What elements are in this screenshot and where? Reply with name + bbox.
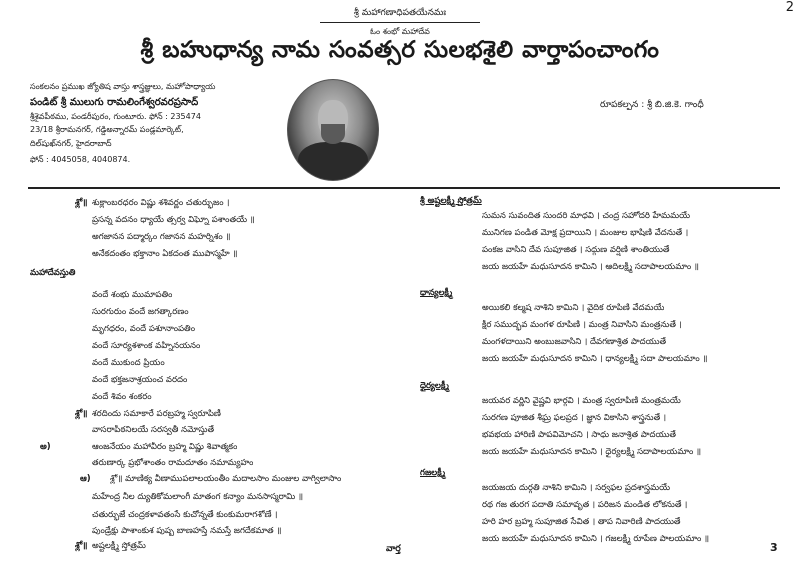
stotram-verse-line: భవభయ హారిణి పాపవిమోచని । సాధు జనాశ్రిత పాదయుతే <box>482 430 677 440</box>
compiler-line-4: 23/18 శ్రీరామనగర్, గడ్డిఅన్నారమ్ పండ్లమార్కెట్, <box>30 125 184 134</box>
om-text: ఓం శంభో మహాదేవ <box>370 27 430 36</box>
stotram-verse-line: మంగళదాయిని అంబుజవాసిని । దేవగణాశ్రిత పాదయుతే <box>482 337 667 347</box>
compiler-line-6: ఫోన్ : 4045058, 4040874. <box>30 155 131 164</box>
stotram-verse-line: సుమన సువందిత సుందరి మాధవి । చంద్ర సహోదరి హేమమయే <box>482 211 691 221</box>
left-verse-line: వాసరాపీఠనిలయే సరస్వతీ నమోస్తుతే <box>92 425 215 435</box>
section-divider <box>28 187 780 189</box>
page-number: 3 <box>770 541 778 554</box>
footer-mark: వార్త <box>386 544 401 554</box>
stotram-verse-line: పంకజ వాసిని దేవ సుపూజిత । సద్గుణ వర్షిణి శాంతియుతే <box>482 245 670 255</box>
left-verse-line: వందే భక్తజనాశ్రయంచ వరదం <box>92 375 188 385</box>
compiler-line-5: దిల్‌షుఖ్‌నగర్, హైదరాబాద్ <box>30 139 112 148</box>
stotram-verse-line: సురగణ పూజిత శీఘ్ర ఫలప్రద । జ్ఞాన వికాసిని శాస్త్రనుతే । <box>482 413 667 423</box>
left-verse-line: పుండ్రేక్షు పాశాంకుశ పుష్ప బాణహస్తే నమస్తే జగదేకమాత ॥ <box>92 526 282 536</box>
invocation-text: శ్రీ మహాగణాధిపతయేనమః <box>353 8 447 18</box>
stotram-section-heading: గజలక్ష్మీ <box>420 468 446 478</box>
stotram-section-heading: ధాన్యలక్ష్మీ <box>420 288 453 298</box>
stotram-verse-line: క్షీర సముద్భవ మంగళ రూపిణి । మంత్ర నివాసిని మంత్రనుతే । <box>482 320 682 330</box>
page-title: శ్రీ బహుధాన్య నామ సంవత్సర సులభశైలి వార్తాపంచాంగం <box>140 37 660 63</box>
left-verse-line: ప్రసన్న వదనం ధ్యాయే త్సర్వ విఘ్నో పశాంతయే ॥ <box>92 215 255 225</box>
compiler-line-2: పండిట్ శ్రీ ములుగు రామలింగేశ్వరవరప్రసాద్ <box>30 97 199 108</box>
stotram-verse-line: మునిగణ పండిత మోక్ష ప్రదాయిని । మంజుల భాషిణి వేదనుతే । <box>482 228 689 238</box>
left-row-label: శ్లో॥ <box>75 541 88 551</box>
stotram-verse-line: జయ జయహే మధుసూదన కామిని । గజలక్ష్మీ రూపేణ పాలయమాం ॥ <box>482 534 710 544</box>
stotram-verse-line: జయ జయహే మధుసూదన కామిని । ధైర్యలక్ష్మీ సదాపాలయమాం ॥ <box>482 447 702 457</box>
left-verse-line: ఆంజనేయం మహావీరం బ్రహ్మ విష్ణు శివాత్మకం <box>92 442 238 452</box>
compiler-line-3: శ్రీశైవపీఠము, పండరీపురం, గుంటూరు. ఫోన్ : 235474 <box>30 112 201 121</box>
left-verse-line: శ్లో॥ మాణిక్య వీణాముపలాలయంతీం మదాలసాం మంజుల వాగ్విలాసాం <box>110 474 342 484</box>
stotram-verse-line: జయవర వర్ణిని వైష్ణవి భార్గవి । మంత్ర స్వరూపిణి మంత్రమయే <box>482 396 681 406</box>
corner-mark: 2 <box>785 0 794 15</box>
left-verse-line: వందే శివం శంకరం <box>92 392 152 402</box>
stotram-verse-line: జయజయ దుర్గతి నాశిని కామిని । సర్వఫల ప్రదశాస్త్రమయే <box>482 483 671 493</box>
left-row-label: అ) <box>40 442 51 452</box>
left-verse-line: అష్టలక్ష్మీ స్తోత్రమ్ <box>92 541 146 551</box>
stotram-section-heading: ధైర్యలక్ష్మీ <box>420 381 449 391</box>
left-verse-line: వందే సూర్యశశాంక వహ్నినయనం <box>92 341 201 351</box>
left-row-label: శ్లో॥ <box>75 198 88 208</box>
left-verse-line: అనేకదంతం భక్తానాం ఏకదంత ముపాస్మహే ॥ <box>92 249 238 259</box>
stotram-verse-line: రథ గజ తురగ పదాతి సమావృత । పరిజన మండిత లోకనుతే । <box>482 500 688 510</box>
photo-body-shape <box>298 142 368 181</box>
stotram-verse-line: హరి హర బ్రహ్మ సుపూజిత సేవిత । తాప నివారిణి పాదయుతే <box>482 517 681 527</box>
design-credit: రూపకల్పన : శ్రీ బి.జి.కె. గాంధీ <box>600 100 704 110</box>
stotram-verse-line: జయ జయహే మధుసూదన కామిని । ధాన్యలక్ష్మీ సదా పాలయమాం ॥ <box>482 354 708 364</box>
left-verse-line: అగజానన పద్మార్కం గజానన మహర్నిశం ॥ <box>92 232 231 242</box>
left-verse-line: సురగురుం వందే జగత్కారణం <box>92 307 189 317</box>
stotram-verse-line: అయికలి కల్మష నాశిని కామిని । వైదిక రూపిణి వేదమయే <box>482 303 665 313</box>
compiler-line-1: సంకలనం ప్రముఖ జ్యోతిష వాస్తు శాస్త్రజ్ఞులు, మహోపాధ్యాయ <box>30 82 216 91</box>
author-photo <box>287 79 379 181</box>
left-verse-line: మృగధరం, వందే పశూనాంపతిం <box>92 324 196 334</box>
left-verse-line: శరదిందు సమాకారే పరబ్రహ్మ స్వరూపిణీ <box>92 409 221 419</box>
stotram-section-heading: శ్రీ అష్టలక్ష్మీ స్తోత్రమ్ <box>420 196 482 206</box>
left-row-label: మహాదేవస్తుతి <box>30 268 76 278</box>
stotram-verse-line: జయ జయహే మధుసూదన కామిని । ఆదిలక్ష్మీ సదాపాలయమాం ॥ <box>482 262 699 272</box>
left-verse-line: మహేంద్ర నీల ద్యుతికోమలాంగీ మాతంగ కన్యాం మనసాస్మరామి ॥ <box>92 492 304 502</box>
left-verse-line: చతుర్భుజే చంద్రకళావతంసే కుచోన్నతే కుంకుమరాగశోణే । <box>92 510 278 520</box>
left-verse-line: వందే ముకుంద ప్రియం <box>92 358 165 368</box>
left-row-label: శ్లో॥ <box>75 409 88 419</box>
header-rule <box>320 22 480 23</box>
left-verse-line: తరుణార్క ప్రభోశాంతం రామదూతం నమామ్యహం <box>92 458 254 468</box>
left-verse-line: శుక్లాంబరధరం విష్ణు శశివర్ణం చతుర్భుజం । <box>92 198 230 208</box>
left-row-label: ఆ) <box>80 474 91 484</box>
photo-beard-shape <box>321 124 345 144</box>
left-verse-line: వందే శంభు ముమాపతిం <box>92 290 173 300</box>
